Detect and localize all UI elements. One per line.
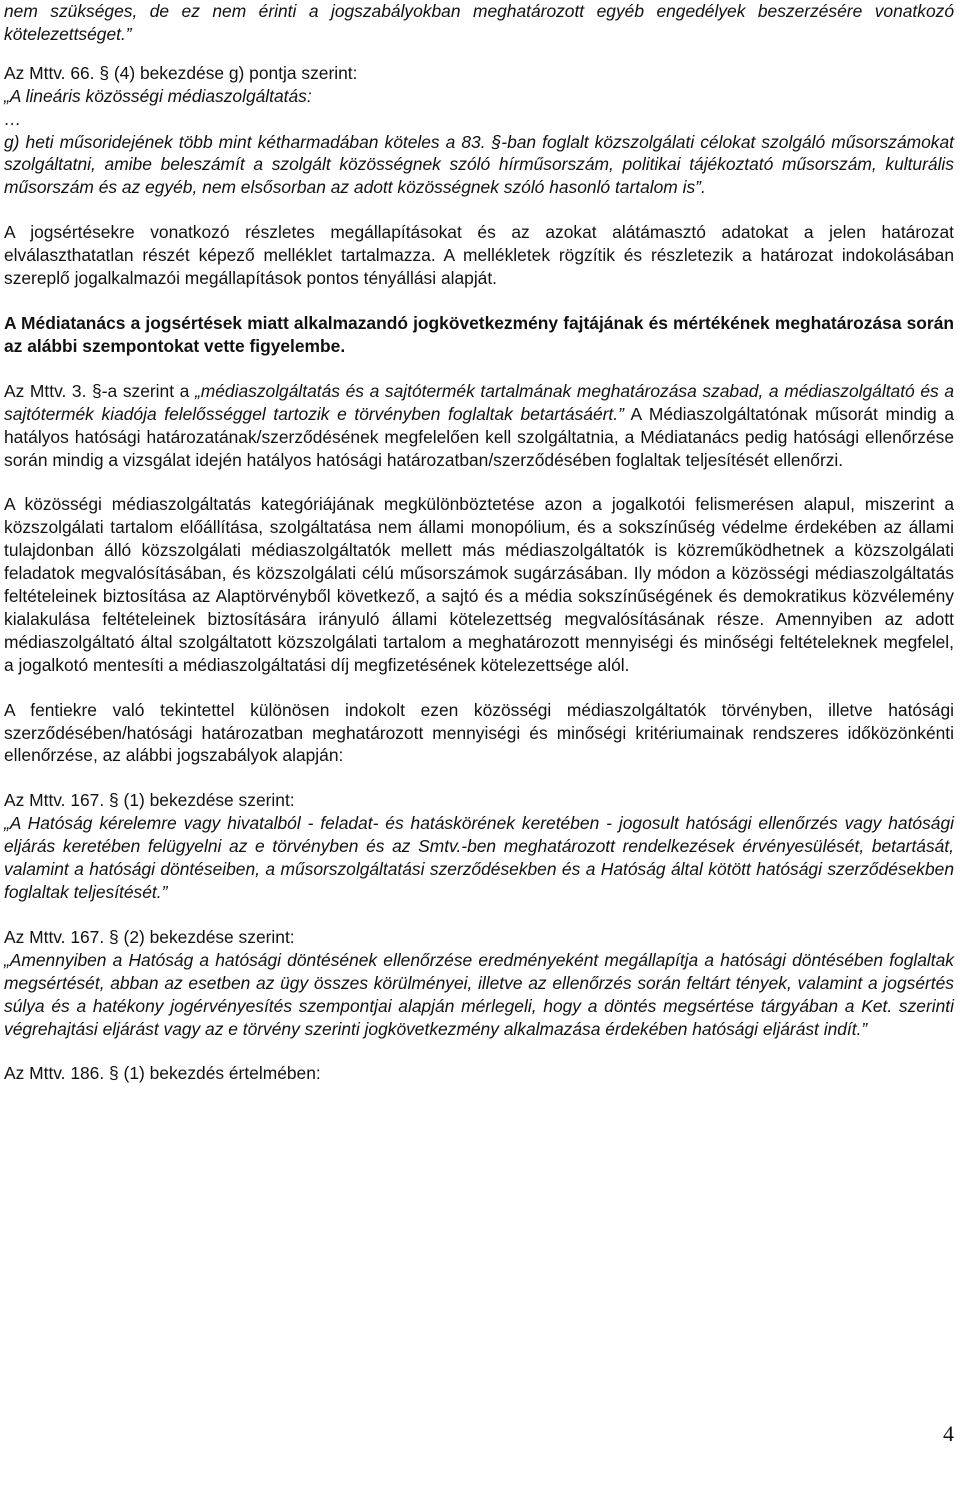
paragraph-quote: „médiaszolgáltatás és a sajtótermék tartalmának meghatározása szabad, a médiaszolgáltató és a sajtótermék kiadója felelősséggel tartozik e törvényben foglaltak betartásáért.”: [4, 380, 955, 424]
paragraph-lead: Az Mttv. 3. §-a szerint a: [4, 380, 195, 401]
quote-body: „A Hatóság kérelemre vagy hivatalból - feladat- és hatáskörének keretében - jogosult hatósági ellenőrzés vagy hatósági eljárás keretében felügyelni az e törvényben és az Smtv.-ben meghatározott rendelkezések érvényesülését, betartását, valamint a hatósági döntéseiben, a műsorszolgáltatási szerződésekben és a Hatóság által kötött hatósági szerződésekben foglaltak teljesítését.”: [4, 813, 954, 902]
quote-body: g) heti műsoridejének több mint kétharmadában köteles a 83. §-ban foglalt közszolgálati célokat szolgáló műsorszámokat szolgáltatni, amibe beleszámít a szolgált közösségnek szóló hírműsorszám, politikai tájékoztató műsorszám, kulturális műsorszám és az egyéb, nem elsősorban az adott közösségnek szóló hasonló tartalom is”.: [4, 131, 954, 198]
paragraph-citation-intro: Az Mttv. 167. § (2) bekezdése szerint:: [4, 926, 295, 947]
paragraph-citation-intro: Az Mttv. 66. § (4) bekezdése g) pontja szerint:: [4, 62, 358, 83]
paragraph-citation-intro: Az Mttv. 167. § (1) bekezdése szerint:: [4, 790, 295, 811]
paragraph-heading-bold: A Médiatanács a jogsértések miatt alkalmazandó jogkövetkezmény fajtájának és mértékének meghatározása során az alábbi szempontokat vette figyelembe.: [4, 312, 954, 356]
quote-line: „A lineáris közösségi médiaszolgáltatás:: [4, 85, 312, 106]
quote-body: „Amennyiben a Hatóság a hatósági döntésének ellenőrzése eredményeként megállapítja a hatósági döntésében foglaltak megsértését, abban az esetben az ügy összes körülményei, illetve az ellenőrzés során feltárt tények, valamint a jogsértés súlya és a hatékony jogérvényesítés szempontjai alapján mérlegeli, hogy a döntés megsértése tárgyában a Ket. szerinti végrehajtási eljárást vagy az e törvény szerinti jogkövetkezmény alkalmazása érdekében hatósági eljárást indít.”: [4, 949, 954, 1039]
paragraph-continuation: nem szükséges, de ez nem érinti a jogszabályokban meghatározott egyéb engedélyek beszerzésére vonatkozó kötelezettséget.”: [4, 1, 954, 44]
paragraph-rest: A Médiaszolgáltatónak műsorát mindig a hatályos hatósági határozatának/szerződésének megfelelően kell szolgáltatnia, a Médiatanács pedig hatósági ellenőrzése során mindig a vizsgálat idején hatályos hatósági határozatban/szerződésében foglaltak teljesítését ellenőrzi.: [4, 403, 954, 470]
paragraph-justification: A fentiekre való tekintettel különösen indokolt ezen közösségi médiaszolgáltatók törvényben, illetve hatósági szerződésében/hatósági határozatban meghatározott mennyiségi és minőségi kritériumainak rendszeres időközönkénti ellenőrzése, az alábbi jogszabályok alapján:: [4, 699, 954, 766]
paragraph-mttv-3: [4, 380, 954, 472]
paragraph-findings: A jogsértésekre vonatkozó részletes megállapításokat és az azokat alátámasztó adatokat a jelen határozat elválaszthatatlan részét képező melléklet tartalmazza. A mellékletek rögzítik és részletezik a határozat indokolásában szereplő jogalkalmazói megállapítások pontos tényállási alapját.: [4, 222, 954, 289]
document-body: [4, 0, 954, 1085]
page-number: 4: [943, 1421, 954, 1446]
paragraph-community-media: A közösségi médiaszolgáltatás kategóriájának megkülönböztetése azon a jogalkotói felismerésen alapul, miszerint a közszolgálati tartalom előállítása, szolgáltatása nem állami monopólium, és a sokszínűség védelme érdekében az állami tulajdonban álló közszolgálati médiaszolgáltatók mellett más médiaszolgáltatók is közreműködhetnek a közszolgálati feladatok megvalósításában, és közszolgálati célú műsorszámok sugárzásában. Ily módon a közösségi médiaszolgáltatás feltételeinek biztosítása az Alaptörvényből következő, a sajtó és a média sokszínűségének és demokratikus közvélemény kialakulása feltételeinek biztosítására irányuló állami kötelezettség megvalósításának része. Amennyiben az adott médiaszolgáltató által szolgáltatott közszolgálati tartalom a meghatározott mennyiségi és minőségi feltételeknek megfelel, a jogalkotó mentesíti a médiaszolgáltatási díj megfizetésének kötelezettsége alól.: [4, 494, 954, 675]
quote-ellipsis: …: [4, 108, 22, 129]
paragraph-citation-intro: Az Mttv. 186. § (1) bekezdés értelmében:: [4, 1063, 321, 1084]
